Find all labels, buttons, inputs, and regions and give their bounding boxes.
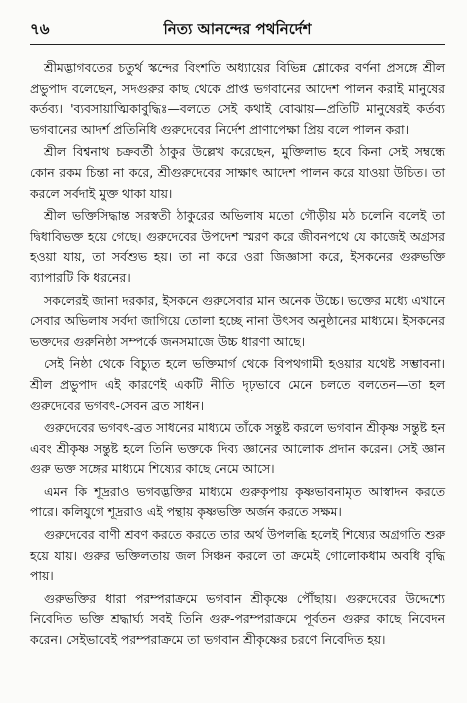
paragraph: শ্রীমদ্ভাগবতের চতুর্থ স্কন্দের বিংশতি অধ্যায়ের বিভিন্ন শ্লোকের বর্ণনা প্রসঙ্গে শ্রীল প্রভুপাদ বলেছেন, সদগুরুর কাছ থেকে প্রাপ্ত ভগবানের আদেশ পালন করাই মানুষের কর্তব্য। 'ব্যবসায়াত্মিকাবুদ্ধিঃ—বলতে সেই কথাই বোঝায়—প্রতিটি মানুষেরই কর্তব্য ভগবানের আদর্শ প্রতিনিধি গুরুদেবের নির্দেশ প্রাণাপেক্ষা প্রিয় বলে পালন করা।: [30, 60, 445, 137]
running-title: নিত্য আনন্দের পথনির্দেশ: [163, 20, 312, 38]
paragraph: এমন কি শূদ্ররাও ভগবদ্ভক্তির মাধ্যমে গুরুকৃপায় কৃষ্ণভাবনামৃত আস্বাদন করতে পারে। কলিযুগে শূদ্ররাও এই পন্থায় কৃষ্ণভক্তি অর্জন করতে সক্ষম।: [30, 483, 445, 520]
page-body: [30, 58, 445, 691]
paragraph: গুরুদেবের ভগবৎ-ব্রত সাধনের মাধ্যমে তাঁকে সন্তুষ্ট করলে ভগবান শ্রীকৃষ্ণ সন্তুষ্ট হন এবং শ্রীকৃষ্ণ সন্তুষ্ট হলে তিনি ভক্তকে দিব্য জ্ঞানের আলোক প্রদান করেন। সেই জ্ঞান গুরু ভক্ত সঙ্গের মাধ্যমে শিষ্যের কাছে নেমে আসে।: [30, 420, 445, 477]
paragraph: গুরুভক্তির ধারা পরম্পরাক্রমে ভগবান শ্রীকৃষ্ণে পৌঁছায়। গুরুদেবের উদ্দেশ্যে নিবেদিত ভক্তি শ্রদ্ধার্ঘ্য সবই তিনি গুরু-পরম্পরাক্রমে পূর্বতন গুরুর কাছে নিবেদন করেন। সেইভাবেই পরম্পরাক্রমে তা ভগবান শ্রীকৃষ্ণের চরণে নিবেদিত হয়।: [30, 590, 445, 648]
paragraph: শ্রীল ভক্তিসিদ্ধান্ত সরস্বতী ঠাকুরের অভিলাষ মতো গৌড়ীয় মঠ চলেনি বলেই তা দ্বিধাবিভক্ত হয়ে গেছে। গুরুদেবের উপদেশ স্মরণ করে জীবনপথে যে কাজেই অগ্রসর হওয়া যায়, তা সর্বশুভ হয়। তা না করে ওরা জিজ্ঞাসা করে, ইসকনের গুরুভক্তি ব্যাপারটি কি ধরনের।: [30, 208, 445, 285]
paragraph: শ্রীল বিশ্বনাথ চক্রবর্তী ঠাকুর উল্লেখ করেছেন, মুক্তিলাভ হবে কিনা সেই সম্বন্ধে কোন রকম চিন্তা না করে, শ্রীগুরুদেবের সাক্ষাৎ আদেশ পালন করে যাওয়া উচিত। তা করলে সর্বদাই মুক্ত থাকা যায়।: [30, 144, 445, 201]
page-number: ৭৬: [30, 20, 50, 38]
header-rule: [30, 44, 445, 45]
paragraph: সেই নিষ্ঠা থেকে বিচ্যুত হলে ভক্তিমার্গ থেকে বিপথগামী হওয়ার যথেষ্ট সম্ভাবনা। শ্রীল প্রভুপাদ এই কারণেই একটি নীতি দৃঢ়ভাবে মেনে চলতে বলতেন—তা হল গুরুদেবের ভগবৎ-সেবন ব্রত সাধন।: [30, 356, 445, 413]
paragraph: সকলেরই জানা দরকার, ইসকনে গুরুসেবার মান অনেক উচ্চে। ভক্তের মধ্যে এখানে সেবার অভিলাষ সর্বদা জাগিয়ে তোলা হচ্ছে নানা উৎসব অনুষ্ঠানের মাধ্যমে। ইসকনের ভক্তদের গুরুনিষ্ঠা সম্পর্কে জনসমাজে উচ্চ ধারণা আছে।: [30, 292, 445, 349]
page-header: [30, 14, 445, 48]
paragraph: গুরুদেবের বাণী শ্রবণ করতে করতে তার অর্থ উপলব্ধি হলেই শিষ্যের অগ্রগতি শুরু হয়ে যায়। গুরুর ভক্তিলতায় জল সিঞ্চন করলে তা ক্রমেই গোলোকধাম অবধি বৃদ্ধি পায়।: [30, 527, 445, 584]
